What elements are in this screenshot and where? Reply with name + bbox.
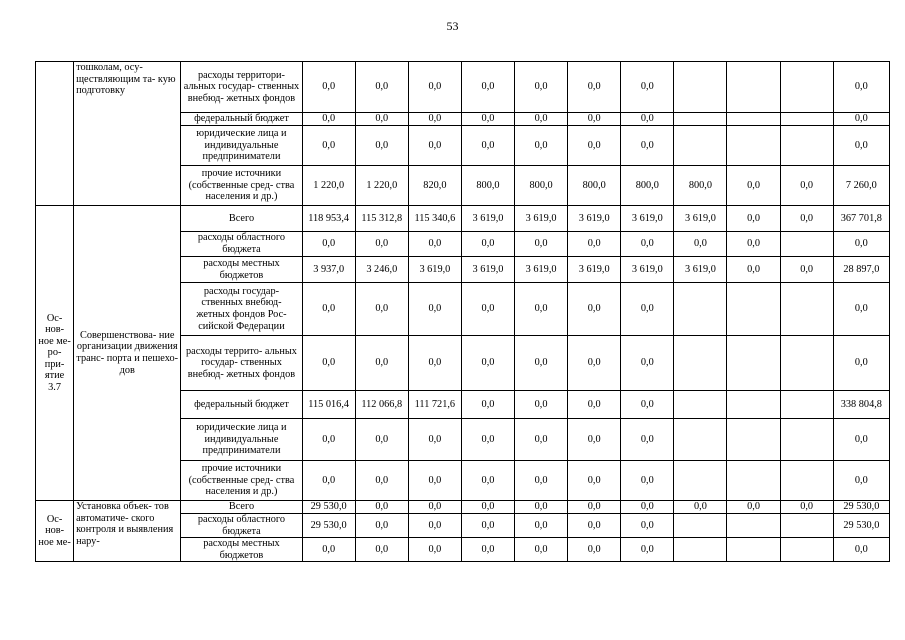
value-cell — [780, 419, 833, 461]
value-cell: 3 619,0 — [621, 257, 674, 283]
budget-table — [35, 61, 890, 562]
activity-name-cell: Установка объек- тов автоматиче- ского контроля и выявления нару- — [74, 501, 181, 562]
value-cell: 0,0 — [568, 232, 621, 257]
value-cell: 118 953,4 — [302, 206, 355, 232]
value-cell: 0,0 — [302, 62, 355, 113]
value-cell: 0,0 — [355, 232, 408, 257]
value-cell — [727, 538, 780, 562]
value-cell: 0,0 — [833, 538, 889, 562]
value-cell: 0,0 — [515, 336, 568, 391]
value-cell: 0,0 — [461, 232, 514, 257]
value-cell: 0,0 — [515, 501, 568, 514]
value-cell: 800,0 — [515, 166, 568, 206]
value-cell: 0,0 — [355, 283, 408, 336]
value-cell: 112 066,8 — [355, 391, 408, 419]
page-number: 53 — [446, 19, 459, 33]
value-cell: 0,0 — [727, 166, 780, 206]
value-cell: 0,0 — [674, 232, 727, 257]
value-cell: 0,0 — [461, 283, 514, 336]
value-cell: 0,0 — [621, 232, 674, 257]
value-cell: 0,0 — [302, 419, 355, 461]
value-cell: 0,0 — [727, 232, 780, 257]
value-cell: 0,0 — [355, 62, 408, 113]
value-cell: 820,0 — [408, 166, 461, 206]
value-cell: 0,0 — [408, 232, 461, 257]
activity-name-cell: тошколам, осу- ществляющим та- кую подготовку — [74, 62, 181, 206]
funding-source-label: расходы территори- альных государ- ственных внебюд- жетных фондов — [181, 62, 302, 113]
value-cell: 3 619,0 — [515, 257, 568, 283]
value-cell — [727, 62, 780, 113]
value-cell: 0,0 — [568, 283, 621, 336]
value-cell: 0,0 — [568, 538, 621, 562]
value-cell: 115 340,6 — [408, 206, 461, 232]
value-cell: 0,0 — [568, 514, 621, 538]
value-cell: 0,0 — [621, 419, 674, 461]
value-cell: 3 619,0 — [568, 257, 621, 283]
table-row — [36, 62, 890, 113]
value-cell: 0,0 — [355, 419, 408, 461]
value-cell — [780, 283, 833, 336]
value-cell — [780, 113, 833, 126]
value-cell — [780, 461, 833, 501]
funding-source-label: расходы местных бюджетов — [181, 257, 302, 283]
value-cell: 0,0 — [408, 419, 461, 461]
value-cell — [727, 113, 780, 126]
value-cell: 0,0 — [621, 501, 674, 514]
value-cell: 0,0 — [568, 62, 621, 113]
value-cell: 0,0 — [461, 126, 514, 166]
value-cell: 1 220,0 — [302, 166, 355, 206]
value-cell: 0,0 — [461, 391, 514, 419]
value-cell — [674, 113, 727, 126]
value-cell: 0,0 — [568, 113, 621, 126]
value-cell — [674, 391, 727, 419]
funding-source-label: прочие источники (собственные сред- ства населения и др.) — [181, 166, 302, 206]
value-cell: 0,0 — [833, 283, 889, 336]
value-cell: 3 619,0 — [674, 257, 727, 283]
value-cell — [674, 336, 727, 391]
value-cell — [727, 336, 780, 391]
value-cell: 111 721,6 — [408, 391, 461, 419]
funding-source-label: расходы областного бюджета — [181, 514, 302, 538]
value-cell: 0,0 — [833, 113, 889, 126]
value-cell: 29 530,0 — [833, 514, 889, 538]
value-cell — [780, 336, 833, 391]
value-cell: 0,0 — [568, 126, 621, 166]
activity-number-cell — [36, 62, 74, 206]
value-cell: 0,0 — [461, 419, 514, 461]
value-cell — [674, 283, 727, 336]
value-cell: 0,0 — [355, 501, 408, 514]
value-cell: 0,0 — [833, 232, 889, 257]
value-cell: 0,0 — [355, 126, 408, 166]
value-cell: 0,0 — [780, 501, 833, 514]
value-cell: 0,0 — [833, 336, 889, 391]
table-row — [36, 206, 890, 232]
funding-source-label: федеральный бюджет — [181, 113, 302, 126]
value-cell: 1 220,0 — [355, 166, 408, 206]
value-cell: 0,0 — [568, 501, 621, 514]
value-cell: 0,0 — [408, 461, 461, 501]
value-cell — [780, 538, 833, 562]
value-cell: 800,0 — [568, 166, 621, 206]
value-cell: 0,0 — [461, 461, 514, 501]
funding-source-label: расходы террито- альных государ- ственных внебюд- жетных фондов — [181, 336, 302, 391]
funding-source-label: федеральный бюджет — [181, 391, 302, 419]
value-cell: 0,0 — [302, 283, 355, 336]
value-cell: 0,0 — [515, 419, 568, 461]
funding-source-label: расходы государ- ственных внебюд- жетных фондов Рос- сийской Федерации — [181, 283, 302, 336]
value-cell: 0,0 — [408, 283, 461, 336]
value-cell: 0,0 — [302, 113, 355, 126]
value-cell — [727, 391, 780, 419]
value-cell — [674, 62, 727, 113]
value-cell: 0,0 — [833, 461, 889, 501]
value-cell: 0,0 — [621, 283, 674, 336]
value-cell: 29 530,0 — [302, 514, 355, 538]
value-cell: 115 016,4 — [302, 391, 355, 419]
value-cell: 0,0 — [515, 62, 568, 113]
value-cell: 29 530,0 — [833, 501, 889, 514]
value-cell — [780, 514, 833, 538]
value-cell: 0,0 — [727, 501, 780, 514]
value-cell: 0,0 — [302, 538, 355, 562]
value-cell: 0,0 — [408, 62, 461, 113]
value-cell: 0,0 — [461, 62, 514, 113]
value-cell: 0,0 — [408, 126, 461, 166]
value-cell — [780, 232, 833, 257]
value-cell: 0,0 — [515, 461, 568, 501]
value-cell: 3 619,0 — [461, 257, 514, 283]
value-cell: 0,0 — [355, 538, 408, 562]
value-cell: 0,0 — [302, 232, 355, 257]
value-cell: 367 701,8 — [833, 206, 889, 232]
value-cell: 800,0 — [674, 166, 727, 206]
value-cell: 0,0 — [408, 113, 461, 126]
value-cell — [727, 514, 780, 538]
funding-source-label: Всего — [181, 501, 302, 514]
value-cell: 0,0 — [621, 336, 674, 391]
value-cell: 29 530,0 — [302, 501, 355, 514]
value-cell — [674, 514, 727, 538]
funding-source-label: прочие источники (собственные сред- ства населения и др.) — [181, 461, 302, 501]
value-cell: 0,0 — [461, 514, 514, 538]
value-cell: 0,0 — [408, 514, 461, 538]
value-cell: 0,0 — [621, 126, 674, 166]
value-cell — [780, 62, 833, 113]
value-cell: 0,0 — [780, 206, 833, 232]
value-cell: 0,0 — [355, 336, 408, 391]
value-cell: 0,0 — [302, 126, 355, 166]
value-cell: 0,0 — [408, 336, 461, 391]
value-cell: 0,0 — [408, 501, 461, 514]
value-cell — [727, 419, 780, 461]
value-cell — [674, 126, 727, 166]
funding-source-label: юридические лица и индивидуальные предприниматели — [181, 126, 302, 166]
value-cell — [674, 538, 727, 562]
value-cell: 3 937,0 — [302, 257, 355, 283]
value-cell: 28 897,0 — [833, 257, 889, 283]
value-cell: 0,0 — [461, 336, 514, 391]
value-cell: 0,0 — [568, 391, 621, 419]
value-cell: 0,0 — [621, 391, 674, 419]
value-cell — [727, 461, 780, 501]
value-cell: 0,0 — [621, 538, 674, 562]
value-cell: 0,0 — [302, 461, 355, 501]
value-cell: 3 619,0 — [621, 206, 674, 232]
value-cell: 0,0 — [568, 419, 621, 461]
value-cell: 0,0 — [780, 166, 833, 206]
value-cell: 3 619,0 — [674, 206, 727, 232]
value-cell: 0,0 — [408, 538, 461, 562]
value-cell: 0,0 — [302, 336, 355, 391]
value-cell: 800,0 — [621, 166, 674, 206]
value-cell: 0,0 — [515, 391, 568, 419]
activity-name-cell: Совершенствова- ние организации движения транс- порта и пешехо- дов — [74, 206, 181, 501]
value-cell: 115 312,8 — [355, 206, 408, 232]
value-cell — [674, 461, 727, 501]
value-cell — [727, 283, 780, 336]
value-cell: 0,0 — [621, 62, 674, 113]
value-cell — [780, 391, 833, 419]
funding-source-label: юридические лица и индивидуальные предприниматели — [181, 419, 302, 461]
value-cell: 0,0 — [515, 514, 568, 538]
value-cell: 0,0 — [355, 514, 408, 538]
value-cell: 3 619,0 — [408, 257, 461, 283]
value-cell: 0,0 — [621, 113, 674, 126]
value-cell: 3 619,0 — [515, 206, 568, 232]
activity-number-cell: Ос- нов- ное ме- — [36, 501, 74, 562]
value-cell: 0,0 — [833, 419, 889, 461]
value-cell: 0,0 — [461, 113, 514, 126]
value-cell: 7 260,0 — [833, 166, 889, 206]
table-row — [36, 501, 890, 514]
value-cell: 0,0 — [780, 257, 833, 283]
value-cell: 0,0 — [833, 62, 889, 113]
value-cell: 0,0 — [515, 232, 568, 257]
value-cell: 0,0 — [568, 336, 621, 391]
value-cell: 0,0 — [621, 514, 674, 538]
value-cell: 0,0 — [515, 283, 568, 336]
value-cell: 0,0 — [833, 126, 889, 166]
value-cell: 338 804,8 — [833, 391, 889, 419]
activity-number-cell: Ос- нов- ное ме- ро- при- ятие 3.7 — [36, 206, 74, 501]
value-cell — [780, 126, 833, 166]
value-cell: 0,0 — [515, 538, 568, 562]
value-cell: 0,0 — [515, 126, 568, 166]
value-cell: 3 619,0 — [568, 206, 621, 232]
value-cell: 0,0 — [355, 113, 408, 126]
value-cell: 800,0 — [461, 166, 514, 206]
value-cell: 0,0 — [568, 461, 621, 501]
value-cell — [674, 419, 727, 461]
value-cell: 0,0 — [727, 257, 780, 283]
value-cell: 0,0 — [674, 501, 727, 514]
value-cell: 3 619,0 — [461, 206, 514, 232]
value-cell — [727, 126, 780, 166]
funding-source-label: расходы местных бюджетов — [181, 538, 302, 562]
value-cell: 0,0 — [621, 461, 674, 501]
funding-source-label: Всего — [181, 206, 302, 232]
value-cell: 0,0 — [515, 113, 568, 126]
value-cell: 0,0 — [461, 501, 514, 514]
value-cell: 3 246,0 — [355, 257, 408, 283]
funding-source-label: расходы областного бюджета — [181, 232, 302, 257]
value-cell: 0,0 — [727, 206, 780, 232]
value-cell: 0,0 — [461, 538, 514, 562]
value-cell: 0,0 — [355, 461, 408, 501]
